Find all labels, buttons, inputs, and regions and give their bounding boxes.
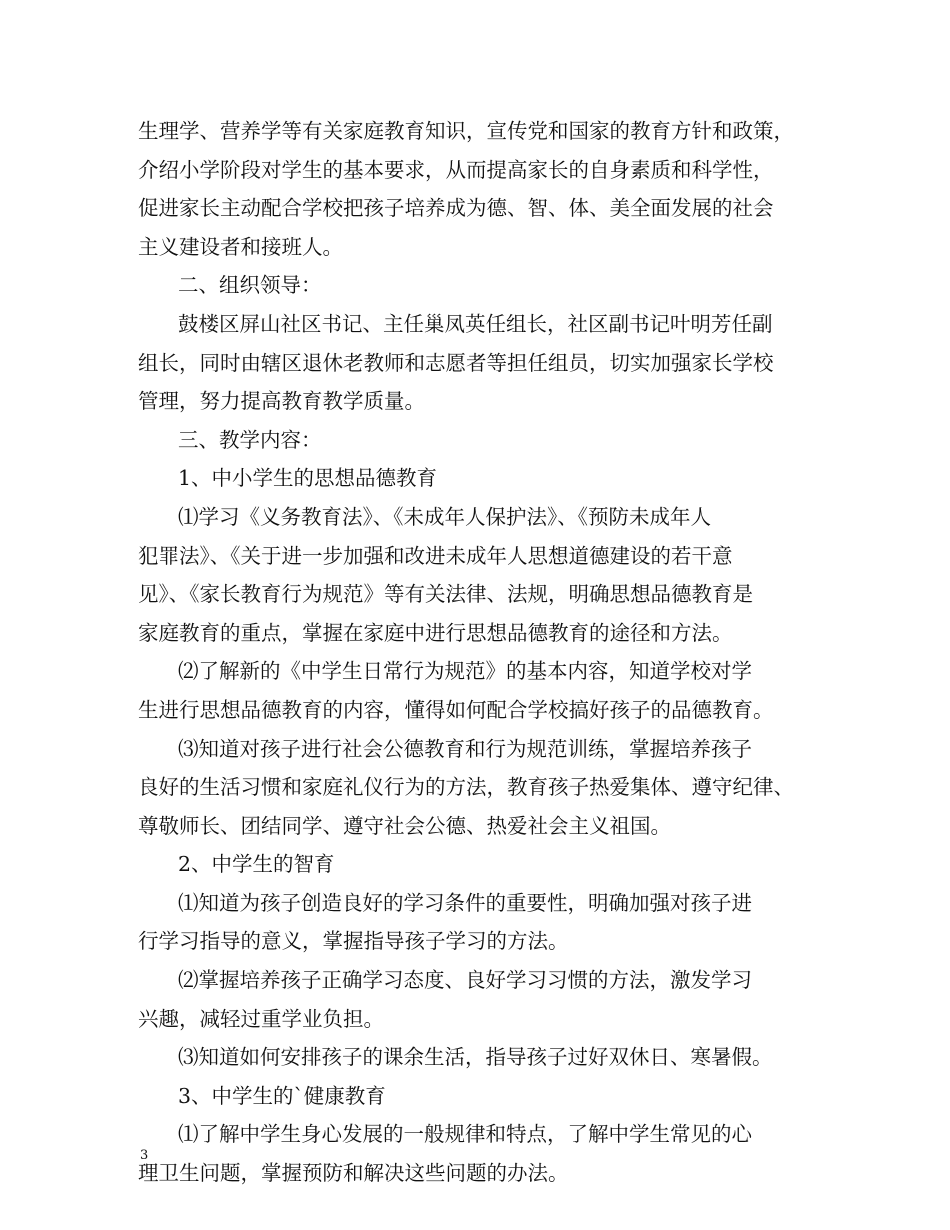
text-line: 管理，努力提高教育教学质量。: [138, 389, 425, 414]
text-line: 家庭教育的重点，掌握在家庭中进行思想品德教育的途径和方法。: [138, 620, 733, 645]
text-line: 鼓楼区屏山社区书记、主任巢凤英任组长，社区副书记叶明芳任副: [178, 311, 773, 336]
text-line: 良好的生活习惯和家庭礼仪行为的方法，教育孩子热爱集体、遵守纪律、: [138, 775, 794, 800]
text-line: ⑴了解中学生身心发展的一般规律和特点，了解中学生常见的心: [178, 1122, 752, 1147]
text-line: 2、中学生的智育: [178, 852, 335, 877]
document-body: [138, 112, 828, 1193]
text-line: 行学习指导的意义，掌握指导孩子学习的方法。: [138, 929, 569, 954]
text-line: 三、教学内容：: [178, 427, 322, 452]
text-line: ⑵掌握培养孩子正确学习态度、良好学习习惯的方法，激发学习: [178, 968, 752, 993]
text-line: 介绍小学阶段对学生的基本要求，从而提高家长的自身素质和科学性，: [138, 157, 774, 182]
page-number: 3: [140, 1148, 149, 1163]
text-line: 尊敬师长、团结同学、遵守社会公德、热爱社会主义祖国。: [138, 813, 671, 838]
text-line: ⑵了解新的《中学生日常行为规范》的基本内容，知道学校对学: [178, 659, 752, 684]
text-line: 促进家长主动配合学校把孩子培养成为德、智、体、美全面发展的社会: [138, 196, 774, 221]
text-line: 3、中学生的`健康教育: [178, 1083, 386, 1108]
text-line: 生进行思想品德教育的内容，懂得如何配合学校搞好孩子的品德教育。: [138, 697, 774, 722]
text-line: 二、组织领导：: [178, 273, 322, 298]
text-line: 生理学、营养学等有关家庭教育知识，宣传党和国家的教育方针和政策，: [138, 119, 794, 143]
text-line: ⑴知道为孩子创造良好的学习条件的重要性，明确加强对孩子进: [178, 890, 752, 915]
text-line: 1、中小学生的思想品德教育: [178, 466, 438, 491]
text-line: 主义建设者和接班人。: [138, 234, 343, 259]
text-line: 组长，同时由辖区退休老教师和志愿者等担任组员，切实加强家长学校: [138, 350, 774, 375]
text-line: 犯罪法》、《关于进一步加强和改进未成年人思想道德建设的若干意: [138, 543, 733, 568]
text-line: ⑴学习《义务教育法》、《未成年人保护法》、《预防未成年人: [178, 504, 711, 529]
text-line: 见》、《家长教育行为规范》等有关法律、法规，明确思想品德教育是: [138, 582, 753, 607]
text-line: ⑶知道对孩子进行社会公德教育和行为规范训练，掌握培养孩子: [178, 736, 752, 761]
text-line: 兴趣，减轻过重学业负担。: [138, 1006, 384, 1031]
text-line: 理卫生问题，掌握预防和解决这些问题的办法。: [138, 1161, 569, 1186]
text-line: ⑶知道如何安排孩子的课余生活，指导孩子过好双休日、寒暑假。: [178, 1045, 773, 1070]
